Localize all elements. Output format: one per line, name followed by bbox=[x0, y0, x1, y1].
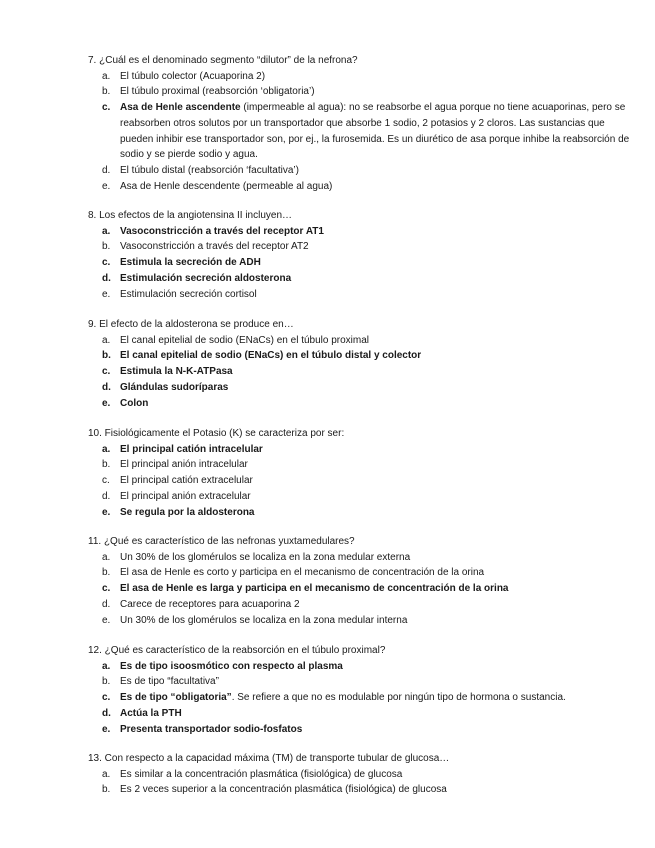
option-letter: b. bbox=[102, 784, 111, 796]
option-d bbox=[88, 163, 633, 179]
option-e-answer bbox=[88, 396, 633, 412]
option-letter: a. bbox=[102, 660, 111, 672]
option-letter: a. bbox=[102, 334, 111, 346]
option-text: Asa de Henle descendente (permeable al agua) bbox=[120, 180, 333, 192]
option-a bbox=[88, 69, 633, 85]
option-text: Presenta transportador sodio-fosfatos bbox=[120, 723, 303, 735]
option-text: El canal epitelial de sodio (ENaCs) en el túbulo distal y colector bbox=[120, 350, 422, 362]
option-letter: c. bbox=[102, 102, 111, 114]
option-text: Asa de Henle ascendente bbox=[120, 102, 241, 114]
option-d bbox=[88, 489, 633, 505]
option-c-answer bbox=[88, 100, 633, 163]
option-a bbox=[88, 333, 633, 349]
option-b bbox=[88, 457, 633, 473]
option-c bbox=[88, 473, 633, 489]
option-b bbox=[88, 674, 633, 690]
option-b-answer bbox=[88, 348, 633, 364]
option-text: Es similar a la concentración plasmática (fisiológica) de glucosa bbox=[120, 768, 403, 780]
option-letter: c. bbox=[102, 366, 111, 378]
option-e bbox=[88, 179, 633, 195]
question-title: 7. ¿Cuál es el denominado segmento “dilutor” de la nefrona? bbox=[88, 55, 358, 66]
option-c-answer bbox=[88, 364, 633, 380]
option-c-answer bbox=[88, 581, 633, 597]
option-a-answer bbox=[88, 659, 633, 675]
option-e-answer bbox=[88, 722, 633, 738]
question-13 bbox=[88, 751, 633, 798]
question-9 bbox=[88, 317, 633, 411]
option-text: El principal catión intracelular bbox=[120, 443, 263, 455]
option-letter: e. bbox=[102, 506, 111, 518]
option-text: Es de tipo “facultativa” bbox=[120, 676, 219, 688]
option-text: Un 30% de los glomérulos se localiza en la zona medular externa bbox=[120, 551, 411, 563]
option-letter: a. bbox=[102, 443, 111, 455]
option-b bbox=[88, 84, 633, 100]
option-text: El asa de Henle es corto y participa en el mecanismo de concentración de la orina bbox=[120, 567, 485, 579]
option-text: El canal epitelial de sodio (ENaCs) en el túbulo proximal bbox=[120, 334, 370, 346]
option-a-answer bbox=[88, 442, 633, 458]
option-letter: e. bbox=[102, 288, 111, 300]
option-text: El principal anión intracelular bbox=[120, 459, 248, 471]
question-title: 8. Los efectos de la angiotensina II incluyen… bbox=[88, 210, 293, 221]
option-text: Colon bbox=[120, 397, 149, 409]
option-text: Estimulación secreción cortisol bbox=[120, 288, 257, 300]
option-c-answer bbox=[88, 690, 633, 706]
option-letter: e. bbox=[102, 614, 111, 626]
option-explanation: . Se refiere a que no es modulable por ningún tipo de hormona o sustancia. bbox=[231, 692, 566, 704]
option-b bbox=[88, 239, 633, 255]
option-text: El túbulo distal (reabsorción ‘facultativa’) bbox=[120, 164, 299, 176]
option-letter: c. bbox=[102, 692, 111, 704]
option-e bbox=[88, 287, 633, 303]
option-letter: e. bbox=[102, 180, 111, 192]
option-c-answer bbox=[88, 255, 633, 271]
question-title: 12. ¿Qué es característico de la reabsorción en el túbulo proximal? bbox=[88, 645, 386, 656]
option-text: Carece de receptores para acuaporina 2 bbox=[120, 598, 300, 610]
option-text: Vasoconstricción a través del receptor AT1 bbox=[120, 225, 324, 237]
option-d-answer bbox=[88, 271, 633, 287]
option-text: Estimula la N-K-ATPasa bbox=[120, 366, 233, 378]
option-letter: b. bbox=[102, 459, 111, 471]
option-letter: d. bbox=[102, 598, 111, 610]
option-text: El túbulo colector (Acuaporina 2) bbox=[120, 70, 266, 82]
option-b bbox=[88, 565, 633, 581]
option-a-answer bbox=[88, 224, 633, 240]
option-text: Se regula por la aldosterona bbox=[120, 506, 255, 518]
question-8 bbox=[88, 208, 633, 302]
option-letter: e. bbox=[102, 723, 111, 735]
option-letter: c. bbox=[102, 257, 111, 269]
option-letter: d. bbox=[102, 164, 111, 176]
question-title: 11. ¿Qué es característico de las nefronas yuxtamedulares? bbox=[88, 536, 355, 547]
option-text: Un 30% de los glomérulos se localiza en la zona medular interna bbox=[120, 614, 408, 626]
option-letter: b. bbox=[102, 241, 111, 253]
option-letter: d. bbox=[102, 707, 111, 719]
option-letter: d. bbox=[102, 381, 111, 393]
option-b bbox=[88, 782, 633, 798]
option-letter: a. bbox=[102, 225, 111, 237]
question-7 bbox=[88, 53, 633, 194]
option-a bbox=[88, 550, 633, 566]
question-title: 9. El efecto de la aldosterona se produce en… bbox=[88, 319, 294, 330]
option-explanation: (impermeable al agua): no se reabsorbe el agua porque no tiene acuaporinas, pero se reabsorben otros solutos por un transportador que absorbe 1 sodio, 2 potasios y 2 cloros. Las sustancias que pueden inhibir ese transportador son, por ej., la furosemida. Es un diurético de asa porque inhibe la reabsorción de sodio y se pierde sodio y agua. bbox=[120, 102, 630, 161]
option-text: Es de tipo isoosmótico con respecto al plasma bbox=[120, 660, 343, 672]
option-letter: a. bbox=[102, 551, 111, 563]
option-letter: e. bbox=[102, 397, 111, 409]
option-d-answer bbox=[88, 380, 633, 396]
option-text: El principal catión extracelular bbox=[120, 475, 253, 487]
option-letter: b. bbox=[102, 350, 111, 362]
option-letter: b. bbox=[102, 676, 111, 688]
question-11 bbox=[88, 534, 633, 628]
option-text: Estimulación secreción aldosterona bbox=[120, 272, 292, 284]
question-title: 13. Con respecto a la capacidad máxima (TM) de transporte tubular de glucosa… bbox=[88, 753, 450, 764]
option-letter: a. bbox=[102, 768, 111, 780]
option-letter: c. bbox=[102, 475, 110, 487]
option-a bbox=[88, 767, 633, 783]
option-d bbox=[88, 597, 633, 613]
option-d-answer bbox=[88, 706, 633, 722]
question-10 bbox=[88, 426, 633, 520]
option-letter: c. bbox=[102, 583, 111, 595]
option-text: Es 2 veces superior a la concentración plasmática (fisiológica) de glucosa bbox=[120, 784, 447, 796]
option-text: Vasoconstricción a través del receptor AT2 bbox=[120, 241, 309, 253]
option-text: Actúa la PTH bbox=[120, 707, 182, 719]
question-12 bbox=[88, 643, 633, 737]
option-letter: d. bbox=[102, 490, 111, 502]
question-title: 10. Fisiológicamente el Potasio (K) se caracteriza por ser: bbox=[88, 428, 345, 439]
option-text: El principal anión extracelular bbox=[120, 490, 251, 502]
option-e bbox=[88, 613, 633, 629]
option-letter: b. bbox=[102, 567, 111, 579]
option-e-answer bbox=[88, 505, 633, 521]
option-letter: b. bbox=[102, 86, 111, 98]
option-text: Estimula la secreción de ADH bbox=[120, 257, 261, 269]
option-letter: a. bbox=[102, 70, 111, 82]
option-text: Es de tipo “obligatoria” bbox=[120, 692, 232, 704]
option-text: Glándulas sudoríparas bbox=[120, 381, 229, 393]
option-text: El asa de Henle es larga y participa en el mecanismo de concentración de la orina bbox=[120, 583, 509, 595]
option-letter: d. bbox=[102, 272, 111, 284]
option-text: El túbulo proximal (reabsorción ‘obligatoria’) bbox=[120, 86, 315, 98]
